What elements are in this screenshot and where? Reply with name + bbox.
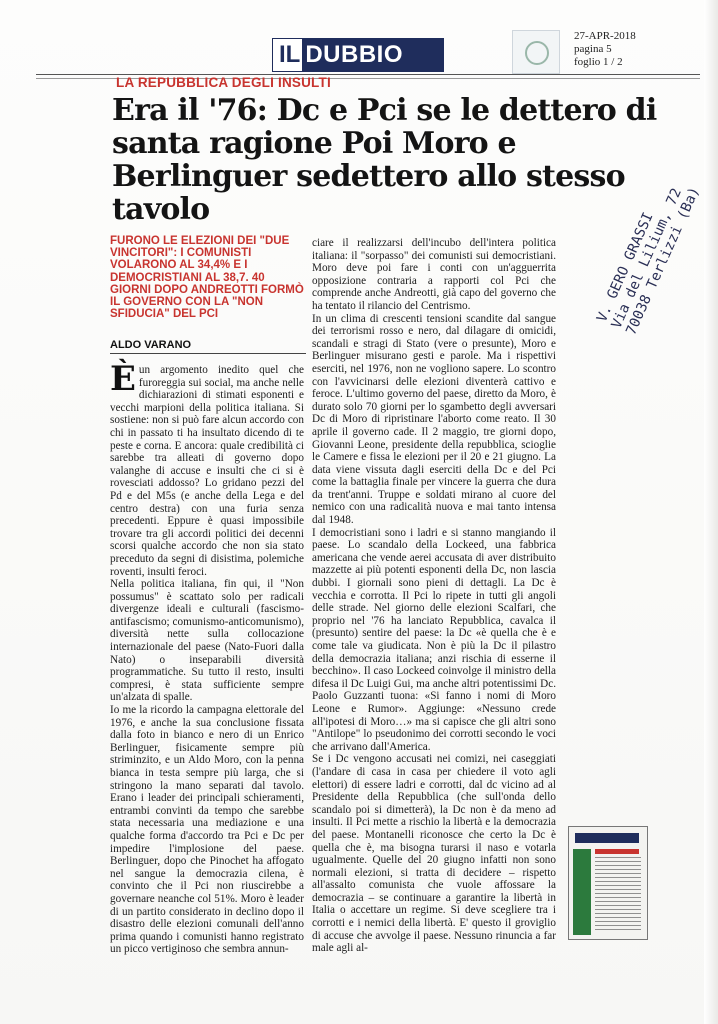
page-edge [704,0,718,1024]
section-kicker: LA REPUBBLICA DEGLI INSULTI [116,75,331,90]
paragraph: Se i Dc vengono accusati nei comizi, nei caseggiati (l'andare di casa in casa per chiedere il voto agli elettori) di essere ladri e corrotti, dal dc vicino ad al Presidente della Repubblica (che sull'onda dello scandalo poi si dimetterà), la Dc non è da meno ad insulti. Il Pci mette a rischio la libertà e la democrazia del paese. Montanelli riconosce che certo la Dc è quella che è, ma bisogna turarsi il naso e votarla ugualmente. Quelle del 20 giugno infatti non sono normali elezioni, si tratta di decidere – rispetto all'assalto comunista che vuole affossare la democrazia – se continuare a garantire la libertà in Italia o accettare un regime. Si deve scegliere tra i corrotti e i nemici della libertà. E' questo il groviglio di accuse che avvolge il paese. Nessuno rinuncia a far male agli al- [312,753,556,955]
thumbnail-header [575,833,639,843]
clipping-stamp-icon [512,30,560,74]
subheadline: FURONO LE ELEZIONI DEI "DUE VINCITORI": I COMUNISTI VOLARONO AL 34,4% E I DEMOCRISTIANI AL 38,7. 40 GIORNI DOPO ANDREOTTI FORMÒ IL GOVERNO CON LA "NON SFIDUCIA" DEL PCI [110,235,304,321]
masthead-dubbio: DUBBIO [302,39,443,71]
clipping-meta [574,30,704,69]
article-column-2 [312,237,556,955]
thumbnail-photo [573,849,591,935]
paragraph: Nella politica italiana, fin qui, il "Non possumus" è scattato solo per radicali divergenze ideali e culturali (fascismo-antifascismo; comunismo-anticomunismo), diversità nette sulla collocazione internazionale del paese (Nato-Fuori dalla Nato) o inseparabili diversità programmatiche. Su tutto il resto, insulti compresi, è stata sufficiente sempre un'alzata di spalle. [110,578,304,704]
byline: ALDO VARANO [110,339,192,351]
handwritten-address: V. GERO GRASSI Via del Lilium, 72 70038 Terlizzi (Ba) [594,184,703,338]
masthead-logo [272,38,444,72]
thumbnail-kicker [595,849,639,854]
paragraph: ciare il realizzarsi dell'incubo dell'intera politica italiana: il "sorpasso" dei comunisti sui democristiani. Moro deve poi fare i conti con un'agguerrita opposizione contraria a rapporti col Pci che comprende anche Andreotti, già capo del governo che ha tentato il rilancio del Centrismo. [312,237,556,312]
thumbnail-text-lines [595,857,641,933]
clipping-date: 27-APR-2018 [574,30,636,42]
paragraph [110,359,304,578]
page-thumbnail-icon [568,826,648,940]
paragraph-text: un argomento inedito quel che furoreggia sui social, ma anche nelle dichiarazioni di stimati esponenti e vecchi marpioni della politica italiana. Si sostiene: non si può fare alcun accordo con chi in passato ti ha insultato dicendo di te peste e corna. E ancora: quale credibilità ci sarebbe tra alleati di governo dopo valanghe di accuse e insulti che ci si è rovesciati addosso? Lo gridano pezzi del Pd e del M5s (e anche della Lega e del centro destra) con una furia senza precedenti. Eppure è quasi impossibile trovare tra gli accordi politici dei decenni scorsi qualche accordo che non sia stato preceduto da segni di disistima, polemiche roventi, insulti feroci. [110,364,304,578]
clipping-sheet: foglio 1 / 2 [574,56,623,68]
paragraph: Io me la ricordo la campagna elettorale del 1976, e anche la sua conclusione fissata dalla foto in bianco e nero di un Enrico Berlinguer, fisicamente sempre più striminzito, e un Aldo Moro, con la penna bianca in testa sempre più larga, che si stringono la mano separati dal tavolo. Erano i leader dei principali schieramenti, entrambi convinti da tempo che sarebbe stata necessaria una mediazione e una qualche forma d'accordo tra Pci e Dc per impedire l'implosione del paese. Berlinguer, dopo che Pinochet ha affogato nel sangue la democrazia cilena, è convinto che il Pci non riuscirebbe a governare neanche col 51%. Moro è leader di un partito considerato in declino dopo il disastro delle elezioni comunali dell'anno prima quando i comunisti hanno registrato un picco vertiginoso che sembra annun- [110,704,304,956]
byline-rule [110,353,306,354]
drop-cap: È [110,359,136,399]
paragraph: In un clima di crescenti tensioni scandite dal sangue dei terrorismi rosso e nero, dal dilagare di omicidi, scandali e stragi di Stato (vere o presunte), Moro e Berlinguer misurano gesti e parole. Ma i rispettivi eserciti, nel 1976, non ne vogliono sapere. Lo scontro con l'avvicinarsi delle elezioni diventerà cattivo e feroce. L'ultimo governo del paese, diretto da Moro, è durato solo 70 giorni per lo sgambetto degli avversari Dc di Moro di ripristinare l'aborto come reato. Il 30 aprile il governo cade. Il 2 maggio, tre giorni dopo, Giovanni Leone, presidente della repubblica, scioglie le Camere e fissa le elezioni per il 20 e 21 giugno. La data viene vissuta dagli eserciti della Dc e del Pci come la battaglia finale per vincere la guerra che dura da trent'anni. Truppe e soldati mirano al cuore del nemico con una radicalità nuova e mai tanto intensa dal 1948. [312,312,556,527]
headline: Era il '76: Dc e Pci se le dettero di santa ragione Poi Moro e Berlinguer sedettero allo stesso tavolo [112,93,657,227]
clipping-page: pagina 5 [574,43,612,55]
article-column-1 [110,359,304,956]
masthead-il: IL [273,39,302,71]
paragraph: I democristiani sono i ladri e si stanno mangiando il paese. Lo scandalo della Lockeed, una fabbrica americana che vende aerei accusata di aver distribuito mazzette ai più potenti esponenti della Dc, non lascia dubbi. I giornali sono pieni di dettagli. La Dc è vecchia e corrotta. Il Pci lo ripete in tutti gli angoli delle strade. Nel giorno delle elezioni Scalfari, che proprio nel '76 ha lanciato Repubblica, cavalca il (presunto) sentire del paese: la Dc «è quella che è e come tale va giudicata. Non è più la Dc il pilastro della democrazia italiana; anzi rischia di esserne il becchino». Il caso Lockeed coinvolge il ministro della difesa il Dc Luigi Gui, ma anche altri potentissimi Dc. Paolo Guzzanti tuona: «Si fanno i nomi di Moro Leone e Rumor». Aggiunge: «Nessuno crede all'ipotesi di Moro…» ma si capisce che gli altri sono "Antilope" lo pseudonimo dei corrotti secondo le voci che arrivano dall'America. [312,526,556,753]
